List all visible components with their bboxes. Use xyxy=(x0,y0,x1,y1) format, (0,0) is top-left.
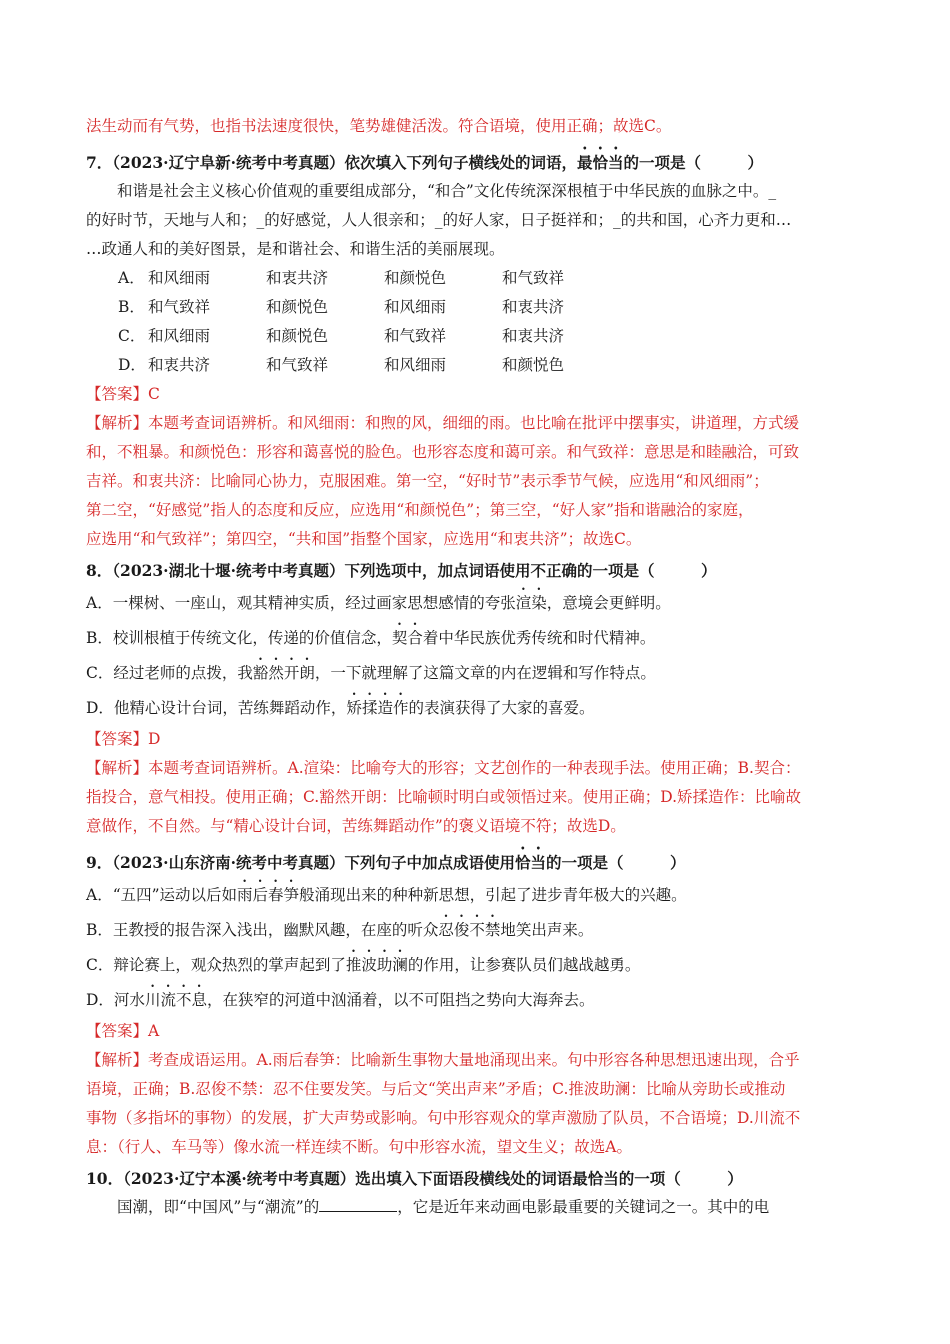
question-9-analysis-line: 息：（行人、车马等）像水流一样连续不断。句中形容水流，望文生义；故选A。 xyxy=(86,1138,632,1156)
question-7-option-d: D． 和衷共济 和气致祥 和风细雨 和颜悦色 xyxy=(118,356,565,374)
question-7-passage-line: 的好时节，天地与人和；_的好感觉，人人很亲和；_的好人家，日子挺祥和；_的共和国，心齐力更和… xyxy=(86,211,792,229)
emphasis-dots: 恰当 xyxy=(514,853,546,872)
emphasis-dots: 推波助澜 xyxy=(345,956,408,974)
emphasis-dots: 忍俊不禁 xyxy=(438,921,501,939)
question-9-answer: 【答案】A xyxy=(86,1022,160,1040)
question-7-analysis-line: 吉祥。和衷共济：比喻同心协力，克服困难。第一空，“好时节”表示季节气候，应选用“和风细雨”； xyxy=(86,472,769,490)
question-7-passage-line: …政通人和的美好图景，是和谐社会、和谐生活的美丽展现。 xyxy=(86,240,505,258)
question-7-analysis-line: 第二空，“好感觉”指人的态度和反应，应选用“和颜悦色”；第三空，“好人家”指和谐融洽的家庭， xyxy=(86,501,754,519)
emphasis-dots: 契合 xyxy=(391,629,423,647)
question-9-analysis-line: 【解析】考查成语运用。A.雨后春笋：比喻新生事物大量地涌现出来。句中形容各种思想迅速出现，合乎 xyxy=(86,1051,800,1069)
question-8-answer: 【答案】D xyxy=(86,730,161,748)
previous-analysis-continuation: 法生动而有气势，也指书法速度很快，笔势雄健活泼。符合语境，使用正确；故选C。 xyxy=(86,117,672,135)
question-7-option-b: B． 和气致祥 和颜悦色 和风细雨 和衷共济 xyxy=(118,298,565,316)
emphasis-dots: 雨后春笋 xyxy=(237,886,300,904)
question-7-passage-line: 和谐是社会主义核心价值观的重要组成部分，“和合”文化传统深深根植于中华民族的血脉之中。_ xyxy=(117,182,777,200)
question-9-analysis-line: 事物（多指坏的事物）的发展，扩大声势或影响。句中形容观众的掌声激励了队员，不合语境；D.川流不 xyxy=(86,1109,801,1127)
question-9-option-b: B．王教授的报告深入浅出，幽默风趣，在座的听众忍俊不禁地笑出声来。 xyxy=(86,921,594,939)
question-9-analysis-line: 语境，正确；B.忍俊不禁：忍不住要发笑。与后文“笑出声来”矛盾；C.推波助澜：比喻从旁助长或推动 xyxy=(86,1080,786,1098)
question-10-title: 10．（2023·辽宁本溪·统考中考真题）选出填入下面语段横线处的词语最恰当的一项（ ） xyxy=(86,1169,743,1188)
emphasis-dots: 矫揉造作 xyxy=(346,699,409,717)
question-8-title: 8．（2023·湖北十堰·统考中考真题）下列选项中，加点词语使用不正确的一项是（ ） xyxy=(86,561,717,580)
question-7-title: 7．（2023·辽宁阜新·统考中考真题）依次填入下列句子横线处的词语，最恰当的一项是（ ） xyxy=(86,153,764,172)
question-7-answer: 【答案】C xyxy=(86,385,160,403)
emphasis-dots: 最恰当 xyxy=(576,153,624,172)
question-9-title: 9．（2023·山东济南·统考中考真题）下列句子中加点成语使用恰当的一项是（ ） xyxy=(86,853,686,872)
question-9-option-a: A．“五四”运动以后如雨后春笋般涌现出来的种种新思想，引起了进步青年极大的兴趣。 xyxy=(86,886,687,904)
question-8-option-b: B．校训根植于传统文化，传递的价值信念，契合着中华民族优秀传统和时代精神。 xyxy=(86,629,656,647)
emphasis-dots: 川流不息 xyxy=(144,991,207,1009)
question-8-analysis-line: 意做作，不自然。与“精心设计台词，苦练舞蹈动作”的褒义语境不符；故选D。 xyxy=(86,817,626,835)
question-8-analysis-line: 指投合，意气相投。使用正确；C.豁然开朗：比喻顿时明白或领悟过来。使用正确；D.矫揉造作：比喻故 xyxy=(86,788,802,806)
question-9-option-d: D．河水川流不息，在狭窄的河道中汹涌着，以不可阻挡之势向大海奔去。 xyxy=(86,991,595,1009)
question-7-option-a: A． 和风细雨 和衷共济 和颜悦色 和气致祥 xyxy=(118,269,565,287)
fill-in-blank xyxy=(319,1197,397,1212)
question-9-option-c: C．辩论赛上，观众热烈的掌声起到了推波助澜的作用，让参赛队员们越战越勇。 xyxy=(86,956,641,974)
question-8-option-a: A．一棵树、一座山，观其精神实质，经过画家思想感情的夸张渲染，意境会更鲜明。 xyxy=(86,594,671,612)
question-7-analysis-line: 【解析】本题考查词语辨析。和风细雨：和煦的风，细细的雨。也比喻在批评中摆事实，讲道理，方式缓 xyxy=(86,414,800,432)
question-7-analysis-line: 应选用“和气致祥”；第四空，“共和国”指整个国家，应选用“和衷共济”；故选C。 xyxy=(86,530,642,548)
question-8-option-d: D．他精心设计台词，苦练舞蹈动作，矫揉造作的表演获得了大家的喜爱。 xyxy=(86,699,595,717)
question-8-analysis-line: 【解析】本题考查词语辨析。A.渲染：比喻夸大的形容；文艺创作的一种表现手法。使用正确；B.契合： xyxy=(86,759,801,777)
question-7-analysis-line: 和，不粗暴。和颜悦色：形容和蔼喜悦的脸色。也形容态度和蔼可亲。和气致祥：意思是和睦融洽，可致 xyxy=(86,443,800,461)
question-8-option-c: C．经过老师的点拨，我豁然开朗，一下就理解了这篇文章的内在逻辑和写作特点。 xyxy=(86,664,656,682)
question-7-option-c: C． 和风细雨 和颜悦色 和气致祥 和衷共济 xyxy=(118,327,565,345)
emphasis-dots: 渲染 xyxy=(515,594,547,612)
document-page xyxy=(86,112,866,1222)
question-10-passage-line: 国潮，即“中国风”与“潮流”的 ，它是近年来动画电影最重要的关键词之一。其中的电 xyxy=(117,1198,770,1216)
emphasis-dots: 豁然开朗 xyxy=(252,664,315,682)
